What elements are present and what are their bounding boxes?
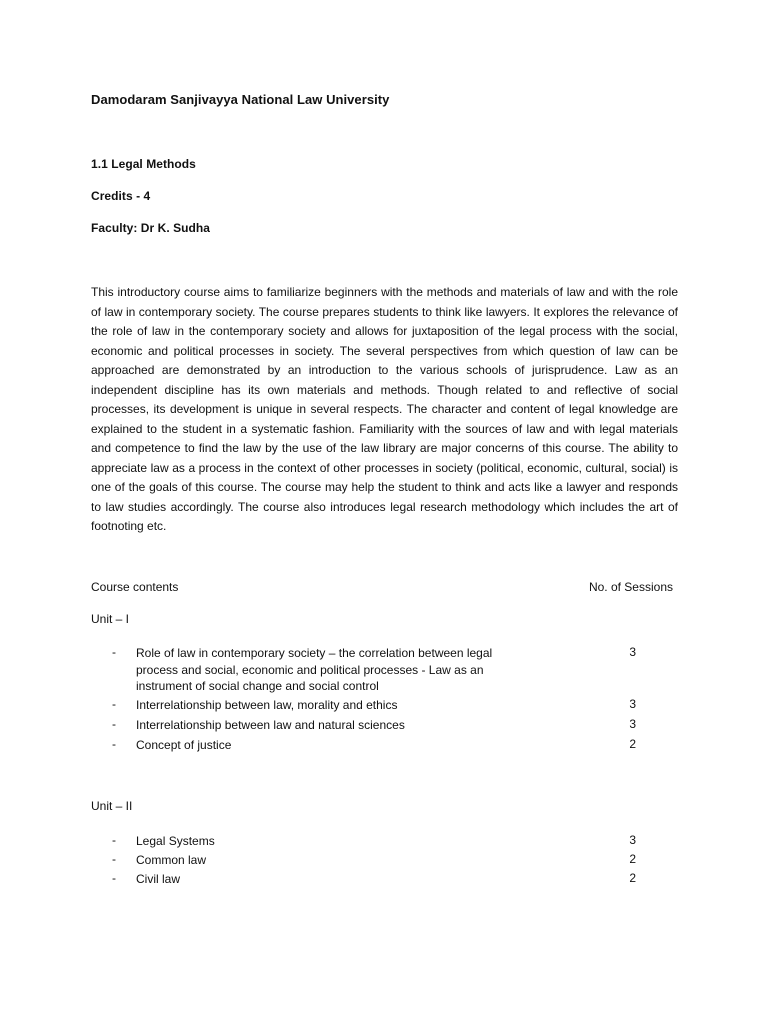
- topic-sessions: 2: [629, 852, 636, 866]
- university-name: Damodaram Sanjivayya National Law University: [91, 92, 390, 107]
- unit-2-label: Unit – II: [91, 799, 133, 813]
- topic-text: Interrelationship between law, morality and ethics: [136, 698, 398, 712]
- course-title: 1.1 Legal Methods: [91, 157, 196, 171]
- topic-bullet: -: [112, 737, 116, 751]
- sessions-heading: No. of Sessions: [588, 580, 673, 594]
- topic-text: Interrelationship between law and natural sciences: [136, 718, 405, 732]
- course-contents-header: [91, 580, 673, 594]
- course-faculty: Faculty: Dr K. Sudha: [91, 221, 211, 235]
- topic-sessions: 3: [629, 717, 636, 731]
- topic-bullet: -: [112, 645, 116, 659]
- topic-text: Common law: [136, 853, 207, 867]
- topic-sessions: 3: [629, 697, 636, 711]
- topic-text: Legal Systems: [136, 834, 215, 848]
- topic-bullet: -: [112, 871, 116, 885]
- topic-text: Concept of justice: [136, 738, 232, 752]
- unit-1-label: Unit – I: [91, 612, 130, 626]
- topic-bullet: -: [112, 697, 116, 711]
- topic-text: Role of law in contemporary society – the correlation between legal process and social, economic and political processes - Law as an instrument of social change and social control: [136, 646, 493, 693]
- topic-sessions: 3: [629, 833, 636, 847]
- topic-sessions: 3: [629, 645, 636, 659]
- topic-bullet: -: [112, 833, 116, 847]
- topic-sessions: 2: [629, 737, 636, 751]
- course-credits: Credits - 4: [91, 189, 151, 203]
- course-contents-heading: Course contents: [91, 580, 179, 594]
- course-description: This introductory course aims to familiarize beginners with the methods and materials of law and with the role of law in contemporary society. The course prepares students to think like lawyers. It explores the relevance of the role of law in the contemporary society and allows for juxtaposition of the legal process with the social, economic and political processes in society. The several perspectives from which question of law can be approached are demonstrated by an introduction to the various schools of jurisprudence. Law as an independent discipline has its own materials and methods. Though related to and reflective of social processes, its development is unique in several respects. The character and content of legal knowledge are explained to the student in a systematic fashion. Familiarity with the sources of law and with legal materials and competence to find the law by the use of the law library are major concerns of this course. The ability to appreciate law as a process in the context of other processes in society (political, economic, cultural, social) is one of the goals of this course. The course may help the student to think and acts like a lawyer and responds to law studies accordingly. The course also introduces legal research methodology which includes the art of footnoting etc.: [91, 285, 678, 533]
- topic-bullet: -: [112, 852, 116, 866]
- topic-text: Civil law: [136, 872, 181, 886]
- topic-sessions: 2: [629, 871, 636, 885]
- topic-bullet: -: [112, 717, 116, 731]
